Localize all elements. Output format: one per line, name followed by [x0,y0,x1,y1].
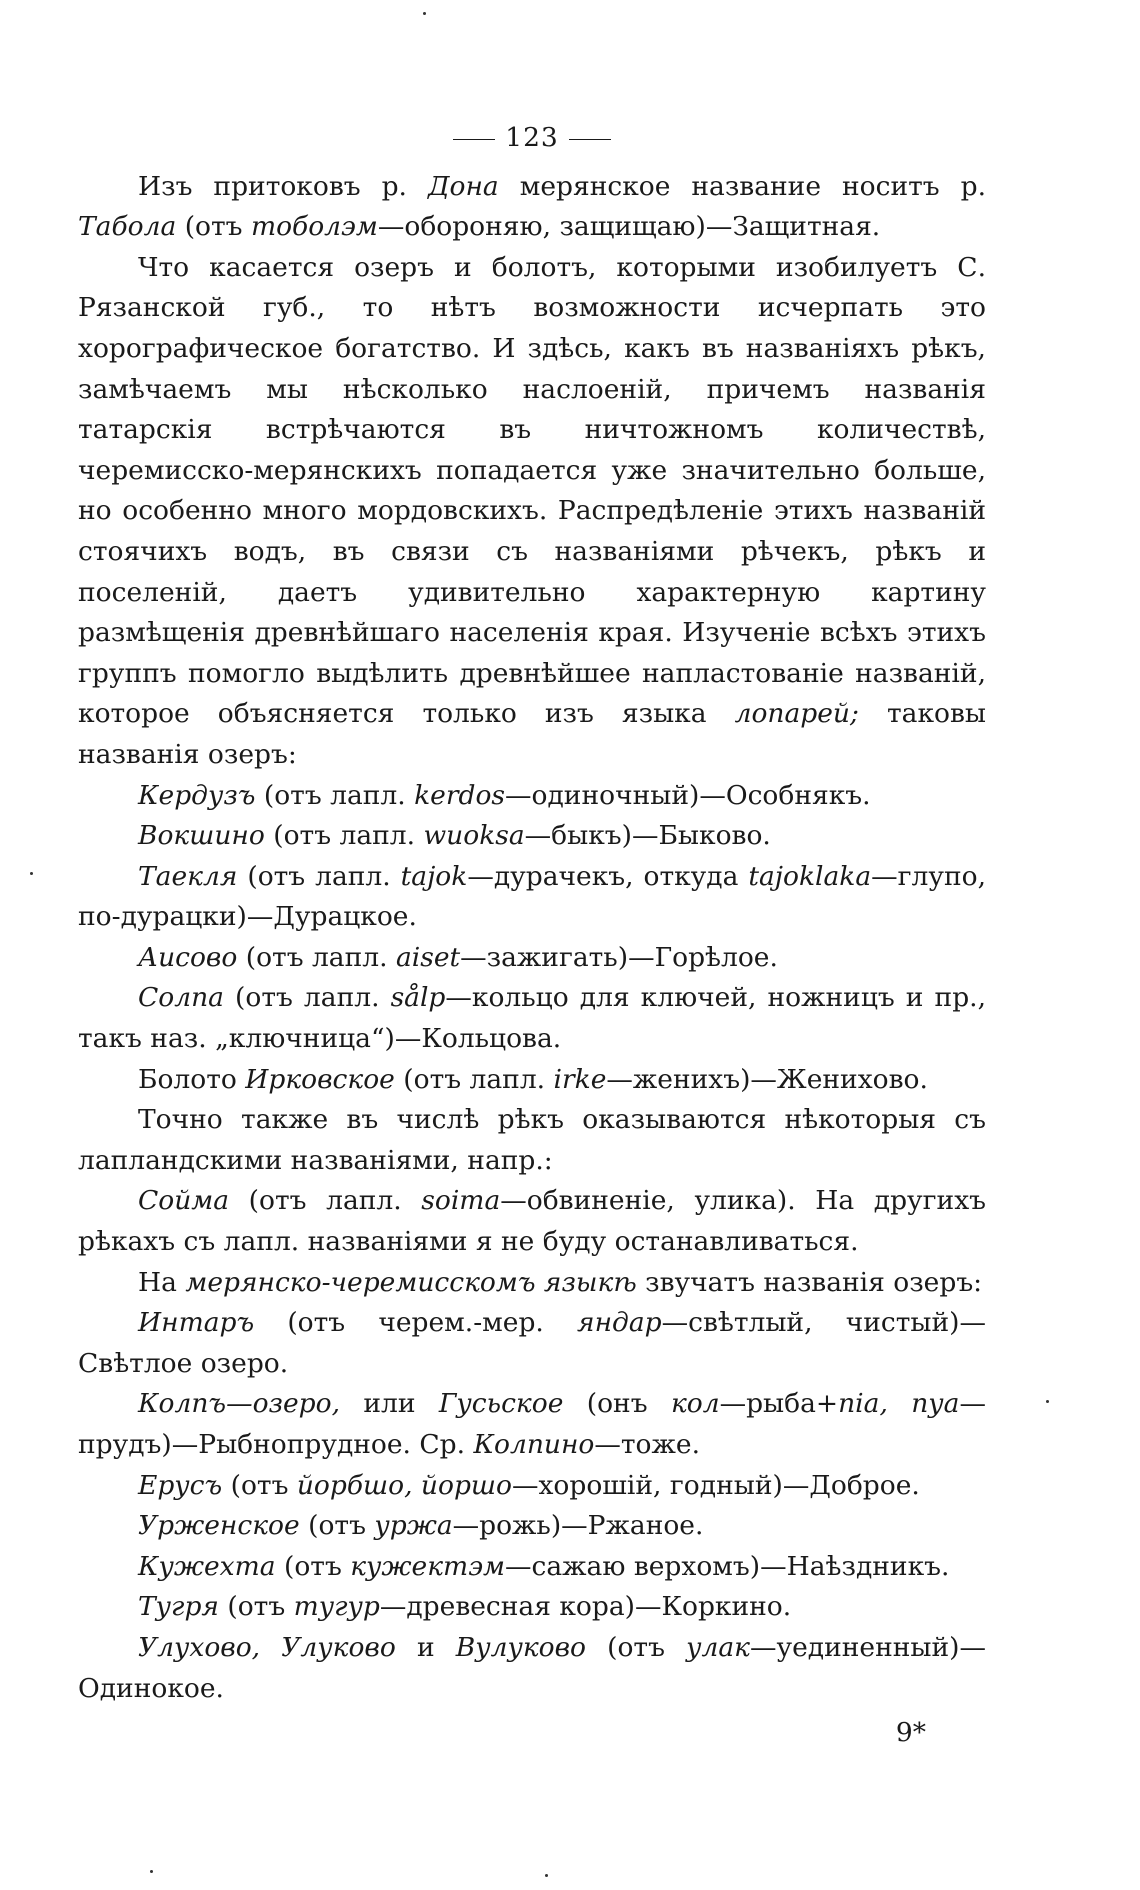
text-run: (отъ черем.-мер. [254,1307,578,1339]
text-run: и [395,1631,456,1663]
text-run: —рожь)—Ржаное. [452,1510,704,1542]
italic-term: лопарей; [734,698,859,730]
text-run: Точно также въ числѣ рѣкъ оказываются нѣкоторыя съ лапландскими названіями, напр.: [78,1104,986,1176]
italic-term: яндар [577,1307,662,1339]
text-run: —зажигать)—Горѣлое. [460,941,778,973]
text-run: —глупо, по-дурацки)—Дурацкое. [78,860,987,933]
paragraph [78,1181,986,1262]
text-run: (отъ лапл. [394,1063,554,1095]
italic-term: Урженское [138,1510,300,1542]
italic-term: йорбшо, йоршо [296,1469,512,1501]
italic-term: уржа [374,1510,453,1542]
italic-term: soima [421,1185,501,1217]
text-run: (отъ [299,1510,375,1542]
text-run: —одиночный)—Особнякъ. [505,779,871,811]
paragraph [78,1466,986,1507]
text-run: —прудъ)—Рыбнопрудное. Ср. [78,1388,986,1460]
italic-term: Гусьское [438,1388,564,1420]
italic-term: мерянско-черемисскомъ языкѣ [185,1266,637,1298]
italic-term: кол [670,1388,720,1420]
paragraph [78,1506,986,1547]
text-run: (отъ лапл. [255,779,415,811]
text-run: (отъ [176,211,251,243]
text-run: —быкъ)—Быково. [524,820,771,852]
italic-term: Колпъ—озеро, [138,1388,340,1420]
italic-term: Ерусъ [138,1469,223,1501]
italic-term: улак [686,1631,750,1663]
text-run: —древесная кора)—Коркино. [379,1591,792,1623]
italic-term: тугур [293,1591,380,1623]
italic-term: irke [553,1063,607,1095]
text-run: (отъ лапл. [264,820,424,852]
text-run: (отъ лапл. [237,941,396,973]
paragraph [78,816,986,857]
italic-term: піа, пуа [838,1388,960,1420]
italic-term: Кужехта [138,1550,276,1582]
paragraph [78,1628,986,1709]
text-run: (отъ [218,1591,294,1623]
page-number [78,118,986,159]
italic-term: Тугря [138,1591,219,1623]
italic-term: Колпино [473,1429,595,1460]
body-text [78,167,986,1710]
italic-term: Таекля [138,860,238,892]
italic-term: wuoksa [423,820,525,852]
text-run: Болото [138,1063,246,1095]
text-run: (отъ [586,1631,687,1663]
text-run: (отъ лапл. [229,1185,422,1217]
text-run: Что касается озеръ и болотъ, которыми изобилуетъ С. Рязанской губ., то нѣтъ возможности исчерпать это хорографическое богатство. И здѣсь, какъ въ названіяхъ рѣкъ, замѣчаемъ мы нѣсколько наслоеній, причемъ названія татарскія встрѣчаются въ ничтожномъ количествѣ, черемисско-мерянскихъ попадается уже значительно больше, но особенно много мордовскихъ. Распредѣленіе этихъ названій стоячихъ водъ, въ связи съ названіями рѣчекъ, рѣкъ и поселеній, даетъ удивительно характерную картину размѣщенія древнѣйшаго населенія края. Изученіе всѣхъ этихъ группъ помогло выдѣлить древнѣйшее напластованіе названій, которое объясняется только изъ языка [78,251,986,730]
text-run: —рыба+ [719,1388,839,1420]
italic-term: кужектэм [350,1550,506,1582]
italic-term: Ирковское [245,1063,395,1095]
italic-term: Кердузъ [138,779,256,811]
text-run: (отъ [275,1550,351,1582]
italic-term: kerdos [414,779,506,811]
italic-term: Солпа [138,982,224,1014]
text-run: —обороняю, защищаю)—Защитная. [377,211,881,243]
italic-term: Сойма [138,1185,230,1217]
paragraph [78,1303,986,1384]
italic-term: Вулуково [455,1631,586,1663]
text-run: —женихъ)—Женихово. [606,1063,928,1095]
text-run: —тоже. [594,1429,700,1460]
italic-term: Табола [78,211,177,243]
text-run: звучатъ названія озеръ: [636,1266,983,1298]
text-run: На [138,1266,186,1298]
paragraph [78,167,986,248]
text-run: (отъ лапл. [223,982,391,1014]
italic-term: Аисово [138,941,238,973]
text-run: —хорошій, годный)—Доброе. [511,1469,920,1501]
italic-term: тоболэм [250,211,378,243]
paragraph [78,857,986,938]
italic-term: Улухово, Улуково [138,1631,396,1663]
text-run: —свѣтлый, чистый)—Свѣтлое озеро. [78,1307,986,1379]
paragraph [78,938,986,979]
paragraph [78,1263,986,1304]
page-number-text: 123 [505,122,559,153]
text-run: мерянское название носитъ р. [498,170,987,202]
paragraph [78,1384,986,1465]
italic-term: tajoklaka [748,860,872,892]
paragraph [78,248,986,776]
text-run: —уединенный)—Одинокое. [78,1631,986,1704]
italic-term: sålp [390,982,446,1014]
italic-term: Интаръ [138,1307,255,1339]
paragraph [78,1547,986,1588]
text-run: (отъ [222,1469,297,1501]
signature-mark: 9* [895,1717,926,1749]
text-run: —сажаю верхомъ)—Наѣздникъ. [505,1550,950,1582]
paragraph [78,1587,986,1628]
text-run: (отъ лапл. [237,860,401,892]
text-run: (онъ [563,1388,671,1420]
italic-term: aiset [395,941,461,973]
text-run: таковы названія озеръ: [78,698,986,770]
text-run: —обвиненіе, улика). На другихъ рѣкахъ съ лапл. названіями я не буду останавливаться. [78,1185,986,1258]
italic-term: Дона [427,170,499,202]
italic-term: Вокшино [138,820,265,852]
paragraph [78,1060,986,1101]
text-run: —дурачекъ, откуда [467,860,749,892]
document-page [78,118,986,1754]
italic-term: tajok [400,860,468,892]
text-run: или [340,1388,439,1420]
paragraph [78,1100,986,1181]
paragraph [78,776,986,817]
paragraph [78,978,986,1059]
text-run: Изъ притоковъ р. [138,170,428,202]
text-run: —кольцо для ключей, ножницъ и пр., такъ наз. „ключница“)—Кольцова. [78,982,987,1055]
